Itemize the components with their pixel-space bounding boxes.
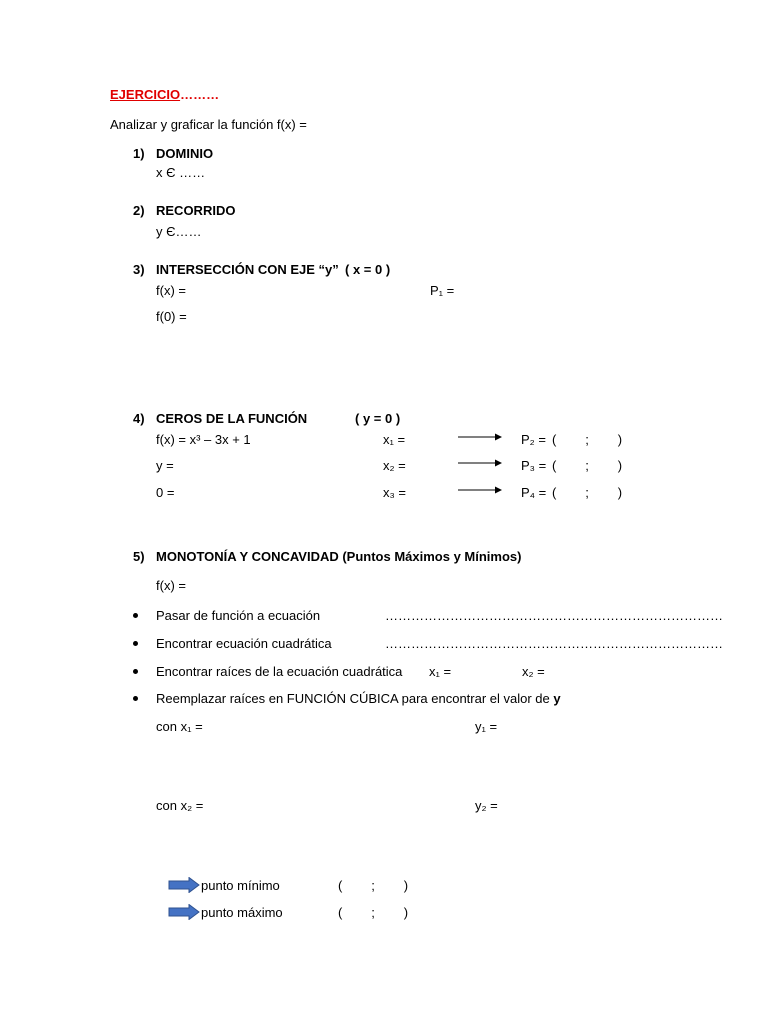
max-point-paren: ( ; ) <box>338 905 409 920</box>
bullet-icon <box>133 696 138 701</box>
right-arrow-icon <box>458 485 502 495</box>
section-5-number: 5) <box>133 549 145 564</box>
step-2: Encontrar ecuación cuadrática <box>156 636 332 651</box>
y2-label: y₂ = <box>475 798 498 813</box>
section-3-title: INTERSECCIÓN CON EJE “y” <box>156 262 339 277</box>
domain-line: x Є …… <box>156 165 206 180</box>
section-1-title: DOMINIO <box>156 146 214 161</box>
s5-fx: f(x) = <box>156 578 186 593</box>
y1-label: y₁ = <box>475 719 498 734</box>
zeros-row-p: P₄ = <box>521 485 547 500</box>
p1-label: P₁ = <box>430 283 455 298</box>
section-3-number: 3) <box>133 262 145 277</box>
zeros-row-x: x₂ = <box>383 458 406 473</box>
bullet-icon <box>133 641 138 646</box>
section-4-condition: ( y = 0 ) <box>355 411 401 426</box>
section-2-title: RECORRIDO <box>156 203 236 218</box>
right-arrow-icon <box>458 432 502 442</box>
section-1-number: 1) <box>133 146 145 161</box>
bullet-icon <box>133 613 138 618</box>
con-x2: con x₂ = <box>156 798 204 813</box>
min-point-paren: ( ; ) <box>338 878 409 893</box>
section-5-title: MONOTONÍA Y CONCAVIDAD (Puntos Máximos y Mínimos) <box>156 549 522 564</box>
step-3-x2: x₂ = <box>522 664 545 679</box>
blue-arrow-icon <box>168 904 200 920</box>
f0-label: f(0) = <box>156 309 187 324</box>
section-2-number: 2) <box>133 203 145 218</box>
section-3-condition: ( x = 0 ) <box>345 262 391 277</box>
range-line: y Є…… <box>156 224 202 239</box>
right-arrow-icon <box>458 458 502 468</box>
zeros-row-x: x₁ = <box>383 432 406 447</box>
step-3: Encontrar raíces de la ecuación cuadrática <box>156 664 403 679</box>
min-point-label: punto mínimo <box>201 878 280 893</box>
max-point-label: punto máximo <box>201 905 283 920</box>
zeros-row-paren: ( ; ) <box>552 432 623 447</box>
zeros-row-paren: ( ; ) <box>552 485 623 500</box>
intro-text: Analizar y graficar la función f(x) = <box>110 117 307 132</box>
s3-fx: f(x) = <box>156 283 186 298</box>
step-2-dots: …………………………………………………………………… <box>385 636 723 651</box>
zeros-row-paren: ( ; ) <box>552 458 623 473</box>
bullet-icon <box>133 669 138 674</box>
step-1-dots: …………………………………………………………………… <box>385 608 723 623</box>
step-1: Pasar de función a ecuación <box>156 608 321 623</box>
step-4: Reemplazar raíces en FUNCIÓN CÚBICA para encontrar el valor de y <box>156 691 561 706</box>
zeros-row-left: 0 = <box>156 485 175 500</box>
zeros-row-x: x₃ = <box>383 485 406 500</box>
section-4-title: CEROS DE LA FUNCIÓN <box>156 411 308 426</box>
zeros-row-p: P₂ = <box>521 432 546 447</box>
blue-arrow-icon <box>168 877 200 893</box>
con-x1: con x₁ = <box>156 719 203 734</box>
zeros-row-left: y = <box>156 458 174 473</box>
section-4-number: 4) <box>133 411 145 426</box>
zeros-row-p: P₃ = <box>521 458 547 473</box>
step-3-x1: x₁ = <box>429 664 452 679</box>
zeros-row-left: f(x) = x³ – 3x + 1 <box>156 432 251 447</box>
exercise-title: EJERCICIO……… <box>110 87 220 102</box>
